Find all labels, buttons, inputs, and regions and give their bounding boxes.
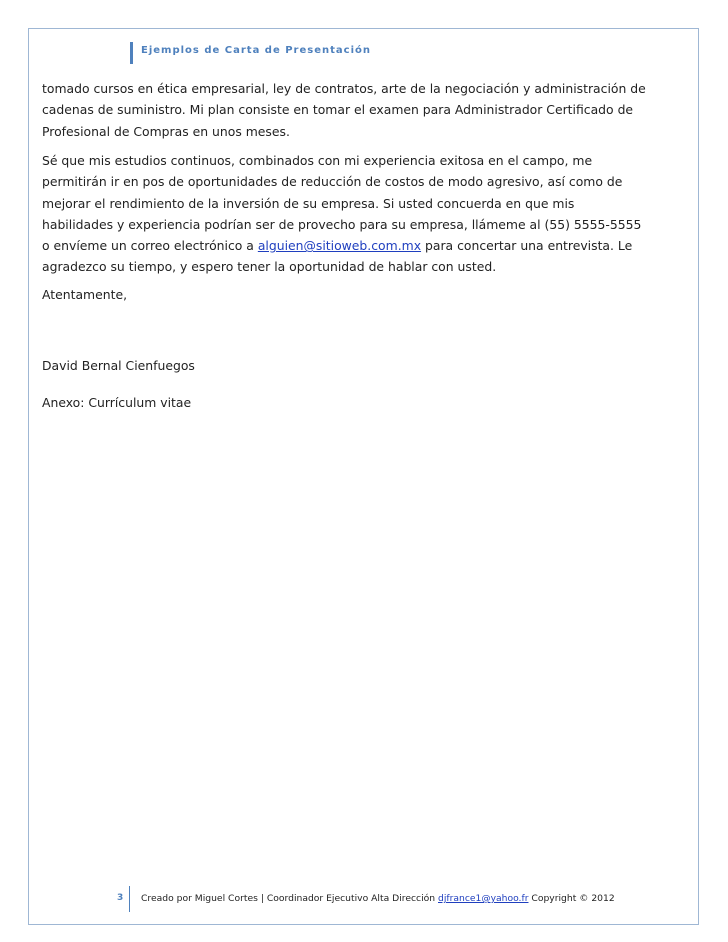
text-line: agradezco su tiempo, y espero tener la oportunidad de hablar con usted.	[42, 259, 497, 275]
text-line: Profesional de Compras en unos meses.	[42, 123, 290, 139]
footer-copyright: Copyright © 2012	[528, 893, 615, 904]
text-line: habilidades y experiencia podrían ser de provecho para su empresa, llámeme al (55) 5555-5555	[42, 216, 642, 232]
text-line: tomado cursos en ética empresarial, ley de contratos, arte de la negociación y administración de	[42, 81, 646, 96]
footer-credit-text: Creado por Miguel Cortes | Coordinador Ejecutivo Alta Dirección	[141, 893, 438, 904]
paragraph-1	[42, 78, 694, 142]
footer-email-link[interactable]: djfrance1@yahoo.fr	[438, 893, 529, 904]
paragraph-2	[42, 150, 694, 278]
text-line: Sé que mis estudios continuos, combinados con mi experiencia exitosa en el campo, me	[42, 153, 593, 168]
email-line-before: o envíeme un correo electrónico a	[42, 238, 258, 254]
closing: Atentamente,	[42, 287, 128, 302]
email-link[interactable]: alguien@sitioweb.com.mx	[257, 238, 422, 254]
footer-credit	[141, 893, 615, 904]
text-line: mejorar el rendimiento de la inversión de su empresa. Si usted concuerda en que mis	[42, 195, 575, 211]
page-number: 3	[117, 893, 124, 903]
text-line: cadenas de suministro. Mi plan consiste en tomar el examen para Administrador Certificado de	[42, 102, 634, 118]
text-line: permitirán ir en pos de oportunidades de reducción de costos de modo agresivo, así como de	[42, 174, 623, 190]
attachment-note: Anexo: Currículum vitae	[42, 395, 192, 410]
footer-divider	[129, 886, 130, 912]
signature-name: David Bernal Cienfuegos	[42, 358, 195, 373]
header-accent-bar	[130, 42, 133, 64]
email-line-after: para concertar una entrevista. Le	[421, 238, 633, 254]
text-line-with-email	[42, 235, 694, 256]
header-title: Ejemplos de Carta de Presentación	[141, 45, 371, 56]
